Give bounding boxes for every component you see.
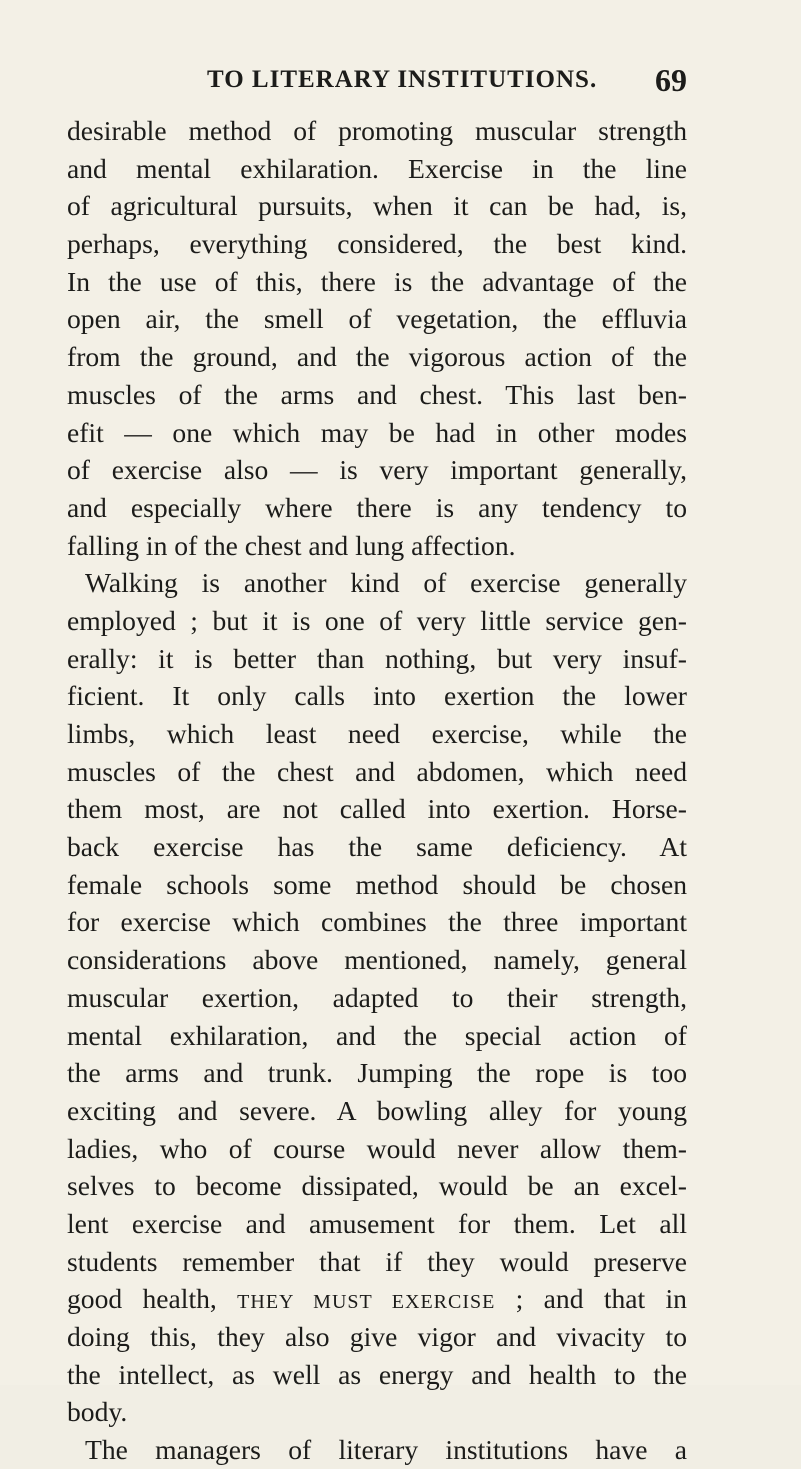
text-line: limbs, which least need exercise, while the	[67, 718, 687, 749]
text-line: ficient. It only calls into exertion the lower	[67, 680, 687, 712]
text-line: the intellect, as well as energy and health to the	[67, 1358, 687, 1390]
text-line: from the ground, and the vigorous action of the	[67, 341, 687, 373]
text-line: efit — one which may be had in other modes	[67, 416, 687, 448]
text-line: muscles of the arms and chest. This last ben-	[67, 378, 687, 410]
text-segment: good health,	[67, 1283, 238, 1315]
text-line: employed ; but it is one of very little service gen-	[67, 604, 687, 636]
text-line-with-small-caps	[67, 1280, 687, 1318]
text-line: In the use of this, there is the advantage of the	[67, 265, 687, 297]
text-line: Walking is another kind of exercise generally	[85, 567, 687, 599]
text-line: perhaps, everything considered, the best kind.	[67, 228, 687, 260]
text-line: mental exhilaration, and the special action of	[67, 1019, 687, 1051]
text-line: ladies, who of course would never allow them-	[67, 1132, 687, 1164]
page-header	[207, 62, 687, 102]
text-line: muscles of the chest and abdomen, which need	[67, 755, 687, 787]
text-line: back exercise has the same deficiency. At	[67, 831, 687, 863]
text-line: open air, the smell of vegetation, the effluvia	[67, 303, 687, 335]
text-line: considerations above mentioned, namely, general	[67, 944, 687, 976]
text-line: female schools some method should be chosen	[67, 868, 687, 900]
text-segment: ; and that in	[495, 1283, 687, 1315]
text-line: of exercise also — is very important generally,	[67, 454, 687, 486]
text-line: them most, are not called into exertion. Horse-	[67, 793, 687, 825]
page-number: 69	[655, 62, 687, 98]
text-line: muscular exertion, adapted to their strength,	[67, 981, 687, 1013]
text-line: desirable method of promoting muscular strength	[67, 115, 687, 146]
text-line: the arms and trunk. Jumping the rope is too	[67, 1057, 687, 1089]
text-line: for exercise which combines the three important	[67, 906, 687, 938]
text-line: erally: it is better than nothing, but very insuf-	[67, 642, 687, 674]
text-line: of agricultural pursuits, when it can be had, is,	[67, 190, 687, 222]
running-head: TO LITERARY INSTITUTIONS.	[207, 66, 598, 93]
text-line: lent exercise and amusement for them. Let all	[67, 1207, 687, 1239]
text-line: exciting and severe. A bowling alley for young	[67, 1094, 687, 1126]
body-text	[67, 112, 687, 1469]
small-caps-emphasis: THEY MUST EXERCISE	[237, 1291, 496, 1314]
text-line: doing this, they also give vigor and vivacity to	[67, 1321, 687, 1352]
text-line: selves to become dissipated, would be an excel-	[67, 1170, 687, 1202]
text-line: students remember that if they would preserve	[67, 1245, 687, 1277]
text-line: and mental exhilaration. Exercise in the line	[67, 152, 687, 184]
text-line: falling in of the chest and lung affection.	[67, 529, 516, 561]
text-line: and especially where there is any tendency to	[67, 491, 687, 523]
text-line: body.	[67, 1396, 128, 1428]
text-line: The managers of literary institutions have a	[85, 1434, 687, 1466]
